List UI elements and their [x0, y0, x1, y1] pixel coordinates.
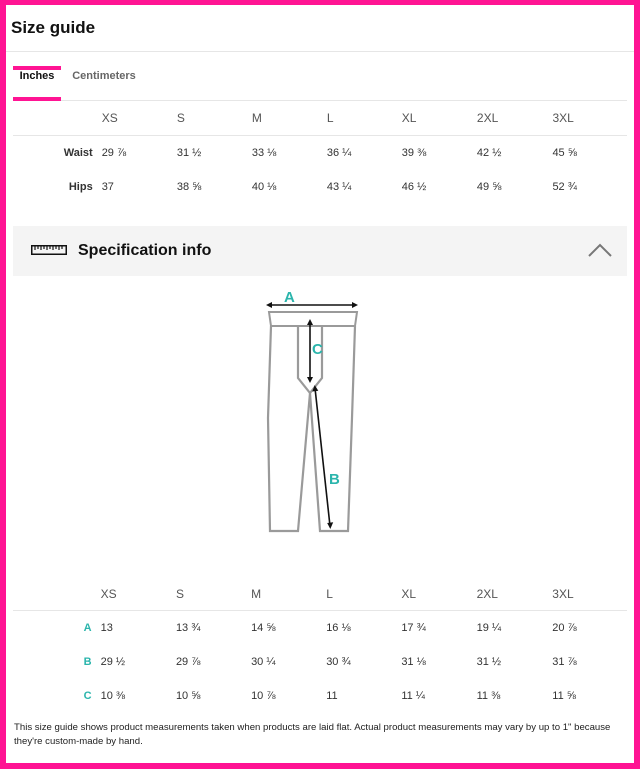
specification-info-title: Specification info [78, 242, 212, 259]
ruler-icon [31, 242, 67, 260]
table-cell: 29 ⅞ [101, 147, 127, 159]
table-cell: 29 ⅞ [175, 656, 201, 668]
size-header-xl: XL [401, 101, 476, 136]
table-cell: 11 ⅜ [476, 690, 501, 702]
table-cell: 10 ⅜ [100, 690, 126, 702]
diagram-label-c: C [312, 341, 323, 358]
tab-centimeters[interactable]: Centimeters [72, 70, 136, 82]
corner-cell [13, 578, 100, 611]
table-cell: 10 ⅝ [175, 690, 201, 702]
spec-header-2xl: 2XL [476, 578, 552, 611]
spec-header-row [13, 578, 627, 611]
table-cell: 33 ⅛ [251, 147, 277, 159]
table-cell: 31 ⅞ [552, 656, 577, 668]
modal-header [6, 5, 634, 52]
spec-header-xs: XS [100, 578, 175, 611]
leggings-illustration [260, 288, 380, 544]
tab-inches[interactable]: Inches [13, 52, 61, 100]
table-cell: 10 ⅞ [251, 690, 276, 702]
table-cell: 11 ⅝ [552, 690, 576, 702]
table-row [13, 645, 627, 679]
diagram-label-b: B [329, 471, 340, 488]
table-row [13, 136, 627, 171]
size-header-s: S [176, 101, 251, 136]
size-header-2xl: 2XL [476, 101, 552, 136]
size-header-3xl: 3XL [551, 101, 627, 136]
table-cell: 40 ⅛ [251, 181, 277, 193]
table-cell: 11 [326, 690, 338, 702]
table-cell: 46 ½ [401, 181, 427, 193]
table-cell: 43 ¼ [326, 181, 352, 193]
size-header-m: M [251, 101, 326, 136]
table-cell: 31 ½ [176, 147, 202, 159]
table-cell: 30 ¾ [326, 656, 351, 668]
table-cell: 38 ⅝ [176, 181, 202, 193]
measurement-footnote: This size guide shows product measurements taken when products are laid flat. Actual product measurements may vary by up to 1" because they're custom-made by hand. [14, 722, 611, 748]
table-cell: 14 ⅝ [251, 622, 276, 634]
chevron-up-icon[interactable] [587, 240, 613, 260]
table-cell: 42 ½ [476, 147, 502, 159]
table-cell: 37 [101, 181, 114, 193]
spec-header-xl: XL [400, 578, 475, 611]
table-cell: 13 [100, 622, 113, 634]
size-header-xs: XS [101, 101, 176, 136]
row-label-b: B [83, 656, 92, 668]
table-cell: 45 ⅝ [552, 147, 577, 159]
size-header-row [13, 101, 627, 136]
table-cell: 49 ⅝ [476, 181, 502, 193]
table-row [13, 170, 627, 204]
spec-header-3xl: 3XL [551, 578, 627, 611]
table-cell: 52 ¾ [552, 181, 577, 193]
row-label-waist: Waist [63, 147, 93, 159]
row-label-c: C [83, 690, 92, 702]
row-label-a: A [83, 622, 92, 634]
row-label-hips: Hips [68, 181, 93, 193]
table-cell: 19 ¼ [476, 622, 502, 634]
modal-title: Size guide [11, 18, 96, 37]
unit-tabs [13, 52, 627, 101]
table-cell: 17 ¾ [401, 622, 426, 634]
size-table [13, 101, 627, 204]
table-cell: 30 ¼ [251, 656, 276, 668]
spec-header-l: L [325, 578, 400, 611]
table-cell: 16 ⅛ [326, 622, 351, 634]
specification-info-toggle[interactable] [13, 226, 627, 276]
table-cell: 11 ¼ [401, 690, 425, 702]
table-cell: 36 ¼ [326, 147, 352, 159]
diagram-label-a: A [284, 289, 295, 306]
table-row [13, 611, 627, 646]
leggings-diagram [13, 276, 627, 578]
table-cell: 39 ⅜ [401, 147, 427, 159]
table-cell: 31 ½ [476, 656, 502, 668]
spec-header-s: S [175, 578, 250, 611]
table-row [13, 679, 627, 713]
table-cell: 20 ⅞ [552, 622, 577, 634]
table-cell: 29 ½ [100, 656, 126, 668]
spec-header-m: M [250, 578, 325, 611]
table-cell: 31 ⅛ [401, 656, 426, 668]
size-header-l: L [326, 101, 401, 136]
table-cell: 13 ¾ [175, 622, 201, 634]
corner-cell [13, 101, 101, 136]
spec-table [13, 578, 627, 713]
